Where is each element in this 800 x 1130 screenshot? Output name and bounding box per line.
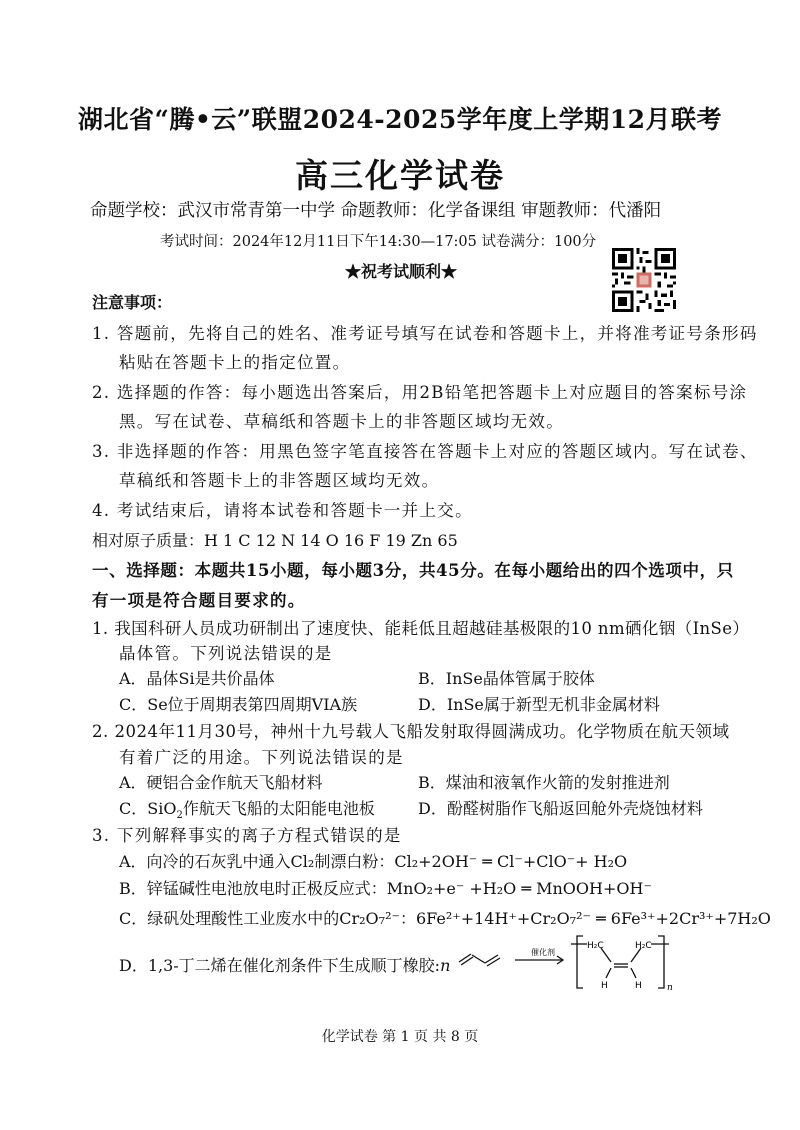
atomic-masses: 相对原子质量：H 1 C 12 N 14 O 16 F 19 Zn 65 — [92, 531, 458, 550]
good-luck-wish: ★祝考试顺利★ — [345, 262, 458, 281]
q2-option-b: B．煤油和液氧作火箭的发射推进剂 — [418, 773, 670, 792]
exam-title-line2: 高三化学试卷 — [295, 156, 505, 195]
q1-option-c: C．Se位于周期表第四周期VIA族 — [119, 695, 358, 714]
h2c-right-label: H₂C — [635, 941, 652, 951]
q1-stem-cont: 晶体管。下列说法错误的是 — [119, 644, 333, 663]
q1-stem: 1. 我国科研人员成功研制出了速度快、能耗低且超越硅基极限的10 nm硒化铟（InSe） — [92, 619, 750, 638]
butadiene-polymerization-scheme — [455, 928, 705, 998]
q1-option-a: A．晶体Si是共价晶体 — [119, 669, 275, 688]
qr-code-icon — [612, 248, 676, 312]
exam-title-line1: 湖北省“腾•云”联盟2024-2025学年度上学期12月联考 — [77, 105, 723, 134]
section-1-heading: 一、选择题：本题共15小题，每小题3分，共45分。在每小题给出的四个选项中，只 — [92, 561, 734, 580]
q3-option-a: A．向冷的石灰乳中通入Cl₂制漂白粉：Cl₂+2OH⁻ ═ Cl⁻+ClO⁻+ H₂O — [119, 852, 628, 871]
q3-stem: 3. 下列解释事实的离子方程式错误的是 — [92, 826, 402, 845]
notice-item-3-cont: 草稿纸和答题卡上的非答题区域均无效。 — [119, 471, 440, 490]
q2-option-c: C．SiO$_2$作航天飞船的太阳能电池板 — [119, 799, 375, 822]
q3-option-d: D．1,3-丁二烯在催化剂条件下生成顺丁橡胶:n — [119, 956, 451, 975]
notice-item-1-cont: 粘贴在答题卡上的指定位置。 — [119, 353, 351, 372]
q3-option-c: C．绿矾处理酸性工业废水中的Cr₂O₇²⁻：6Fe²⁺+14H⁺+Cr₂O₇²⁻ ═ 6Fe³⁺+2Cr³⁺+7H₂O — [119, 909, 771, 928]
q1-option-d: D．InSe属于新型无机非金属材料 — [418, 695, 660, 714]
q2-stem: 2. 2024年11月30号，神州十九号载人飞船发射取得圆满成功。化学物质在航天领域 — [92, 722, 730, 741]
proposer-info: 命题学校：武汉市常青第一中学 命题教师：化学备课组 审题教师：代潘阳 — [90, 201, 662, 221]
q2-option-d: D．酚醛树脂作飞船返回舱外壳烧蚀材料 — [418, 799, 703, 818]
repeat-n-label: n — [667, 983, 673, 993]
q3-option-b: B．锌锰碱性电池放电时正极反应式：MnO₂+e⁻ +H₂O ═ MnOOH+OH⁻ — [119, 879, 652, 898]
notice-item-2-cont: 黑。写在试卷、草稿纸和答题卡上的非答题区域均无效。 — [119, 412, 564, 431]
h-right-label: H — [635, 981, 642, 991]
notice-item-1: 1. 答题前，先将自己的姓名、准考证号填写在试卷和答题卡上，并将准考证号条形码 — [92, 324, 758, 343]
notice-item-4: 4. 考试结束后，请将本试卷和答题卡一并上交。 — [92, 501, 473, 520]
notice-item-2: 2. 选择题的作答：每小题选出答案后，用2B铅笔把答题卡上对应题目的答案标号涂 — [92, 383, 748, 402]
section-1-heading-cont: 有一项是符合题目要求的。 — [92, 591, 306, 610]
exam-time-info: 考试时间：2024年12月11日下午14:30—17:05 试卷满分：100分 — [160, 234, 597, 250]
h-left-label: H — [601, 981, 608, 991]
h2c-left-label: H₂C — [587, 941, 604, 951]
q2-stem-cont: 有着广泛的用途。下列说法错误的是 — [119, 748, 404, 767]
catalyst-label: 催化剂 — [531, 948, 555, 957]
q1-option-b: B．InSe晶体管属于胶体 — [418, 669, 595, 688]
notice-heading: 注意事项： — [92, 293, 173, 312]
q2-option-a: A．硬铝合金作航天飞船材料 — [119, 773, 323, 792]
notice-item-3: 3. 非选择题的作答：用黑色签字笔直接答在答题卡上对应的答题区域内。写在试卷、 — [92, 442, 758, 461]
page-footer: 化学试卷 第 1 页 共 8 页 — [321, 1029, 479, 1045]
